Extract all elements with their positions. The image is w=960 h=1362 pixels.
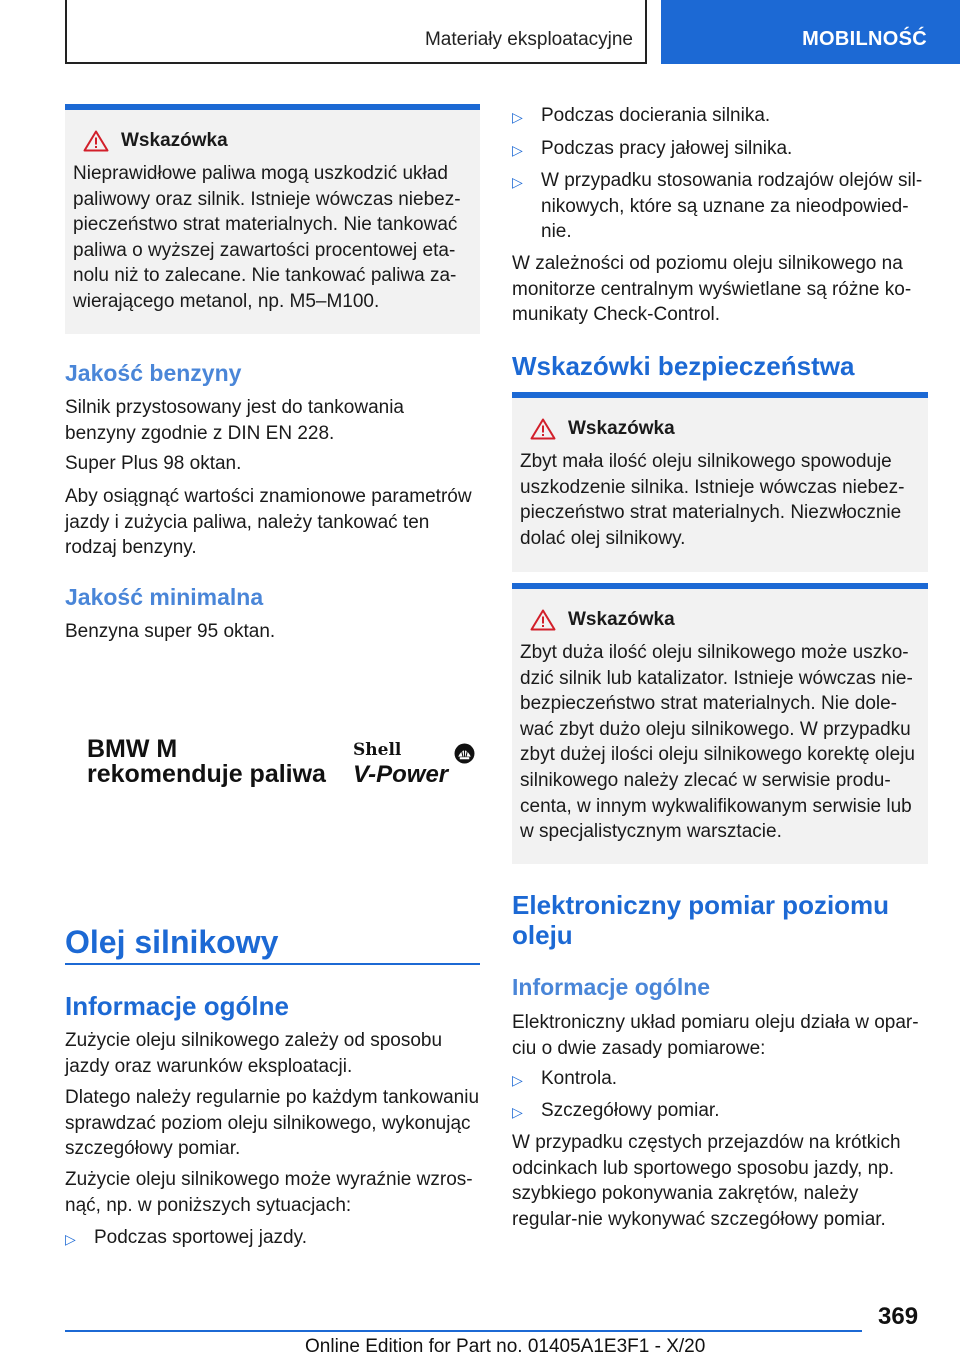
warning-note-low-oil: [512, 392, 928, 572]
list-item: [512, 136, 928, 164]
paragraph-info-3: Zużycie oleju silnikowego może wyraźnie wzros-nąć, np. w poniższych sytuacjach:: [65, 1169, 473, 1216]
list-item-text: Podczas sportowej jazdy.: [94, 1227, 307, 1248]
bmw-line-2: rekomenduje paliwa: [87, 760, 326, 788]
paragraph-info-2: Dlatego należy regularnie po każdym tankowaniu sprawdzać poziom oleju silnikowego, wykonując szczegółowy pomiar.: [65, 1087, 480, 1160]
paragraph-benzyna-2: Super Plus 98 oktan.: [65, 453, 242, 474]
paragraph-minimalna: Benzyna super 95 oktan.: [65, 621, 276, 642]
note-body: Zbyt duża ilość oleju silnikowego może uszko-dzić silnik lub katalizator. Istnieje wówczas nie-bezpieczeństwo strat materialnych. Nie dole-wać zbyt dużo oleju silnikowego. W przypadku zbyt dużej ilości oleju silnikowego korektę oleju silnikowego należy zlecać w serwisie produ-centa, w innym wykwalifikowanym serwisie lub w specjalistycznym warsztacie.: [520, 642, 915, 843]
list-item-text: Podczas docierania silnika.: [541, 105, 771, 126]
heading-olej-silnikowy: Olej silnikowy: [65, 924, 279, 960]
shell-wordmark: Shell: [353, 740, 402, 760]
heading-minimalna: Jakość minimalna: [65, 584, 264, 610]
note-header: [520, 609, 920, 631]
list-item-text: Szczegółowy pomiar.: [541, 1100, 720, 1121]
heading-informacje-ogolne-2: Informacje ogólne: [512, 974, 711, 1000]
warning-triangle-icon: [530, 418, 556, 440]
list-item-text: Kontrola.: [541, 1068, 618, 1089]
list-item: [512, 103, 928, 131]
paragraph-info-1: Zużycie oleju silnikowego zależy od sposobu jazdy oraz warunków eksploatacji.: [65, 1030, 443, 1077]
bmw-recommends-text: [87, 737, 326, 787]
header-chapter-box: [661, 0, 960, 64]
list-item-text: Podczas pracy jałowej silnika.: [541, 138, 793, 159]
list-item: [512, 168, 928, 245]
vpower-wordmark: V-Power: [353, 761, 449, 788]
paragraph-check-control: W zależności od poziomu oleju silnikowego na monitorze centralnym wyświetlane są różne ko-munikaty Check-Control.: [512, 253, 912, 326]
header-section-title: Materiały eksploatacyjne: [424, 29, 633, 50]
footer-rule: [65, 1330, 862, 1332]
note-title: Wskazówka: [568, 418, 675, 439]
shell-pecten-icon: [454, 743, 475, 764]
heading-wskazowki-bezpieczenstwa: Wskazówki bezpieczeństwa: [512, 351, 855, 381]
bmw-line-1: BMW M: [87, 735, 178, 763]
paragraph-benzyna-1: Silnik przystosowany jest do tankowania benzyny zgodnie z DIN EN 228.: [65, 397, 405, 444]
note-body: Zbyt mała ilość oleju silnikowego spowoduje uszkodzenie silnika. Istnieje wówczas niebez-pieczeństwo strat materialnych. Niezwłocznie dolać olej silnikowy.: [520, 451, 905, 549]
triangle-bullet-icon: ▷: [512, 142, 523, 158]
heading-elektroniczny-pomiar: Elektroniczny pomiar poziomu oleju: [512, 890, 890, 950]
list-item: [512, 1066, 928, 1094]
triangle-bullet-icon: ▷: [512, 174, 523, 190]
note-body: Nieprawidłowe paliwa mogą uszkodzić układ paliwowy oraz silnik. Istnieje wówczas niebez-pieczeństwo strat materialnych. Nie tankować paliwa o wyższej zawartości procentowej eta-nolu niż to zalecane. Nie tankować paliwa za-wierającego metanol, np. M5–M100.: [73, 163, 461, 312]
note-header: [520, 418, 920, 440]
list-item-text: W przypadku stosowania rodzajów olejów sil-nikowych, które są uznane za nieodpowied-nie.: [541, 170, 923, 243]
note-header: [73, 130, 472, 152]
list-item: [65, 1225, 480, 1253]
triangle-bullet-icon: ▷: [65, 1231, 76, 1247]
header-chapter-title: MOBILNOŚĆ: [802, 28, 927, 50]
footer-edition: Online Edition for Part no. 01405A1E3F1 - X/20: [305, 1336, 706, 1357]
warning-triangle-icon: [83, 130, 109, 152]
paragraph-benzyna-3: Aby osiągnąć wartości znamionowe parametrów jazdy i zużycia paliwa, należy tankować ten rodzaj benzyny.: [65, 486, 472, 559]
note-title: Wskazówka: [121, 130, 228, 151]
note-title: Wskazówka: [568, 609, 675, 630]
list-item: [512, 1098, 928, 1126]
triangle-bullet-icon: ▷: [512, 1104, 523, 1120]
heading-informacje-ogolne: Informacje ogólne: [65, 991, 289, 1021]
triangle-bullet-icon: ▷: [512, 109, 523, 125]
paragraph-elec-info: Elektroniczny układ pomiaru oleju działa w opar-ciu o dwie zasady pomiarowe:: [512, 1012, 919, 1059]
paragraph-detailed-measurement: W przypadku częstych przejazdów na krótkich odcinkach lub sportowego sposobu jazdy, np. szybkiego pokonywania zakrętów, należy regular-nie wykonywać szczegółowy pomiar.: [512, 1132, 901, 1230]
heading-benzyna: Jakość benzyny: [65, 360, 242, 386]
triangle-bullet-icon: ▷: [512, 1072, 523, 1088]
header-section-box: [65, 0, 647, 64]
warning-note-fuel: [65, 104, 480, 334]
page-number: 369: [878, 1303, 919, 1330]
heading-rule: [65, 963, 480, 965]
bmw-shell-logo: [87, 737, 477, 789]
warning-note-high-oil: [512, 583, 928, 864]
warning-triangle-icon: [530, 609, 556, 631]
